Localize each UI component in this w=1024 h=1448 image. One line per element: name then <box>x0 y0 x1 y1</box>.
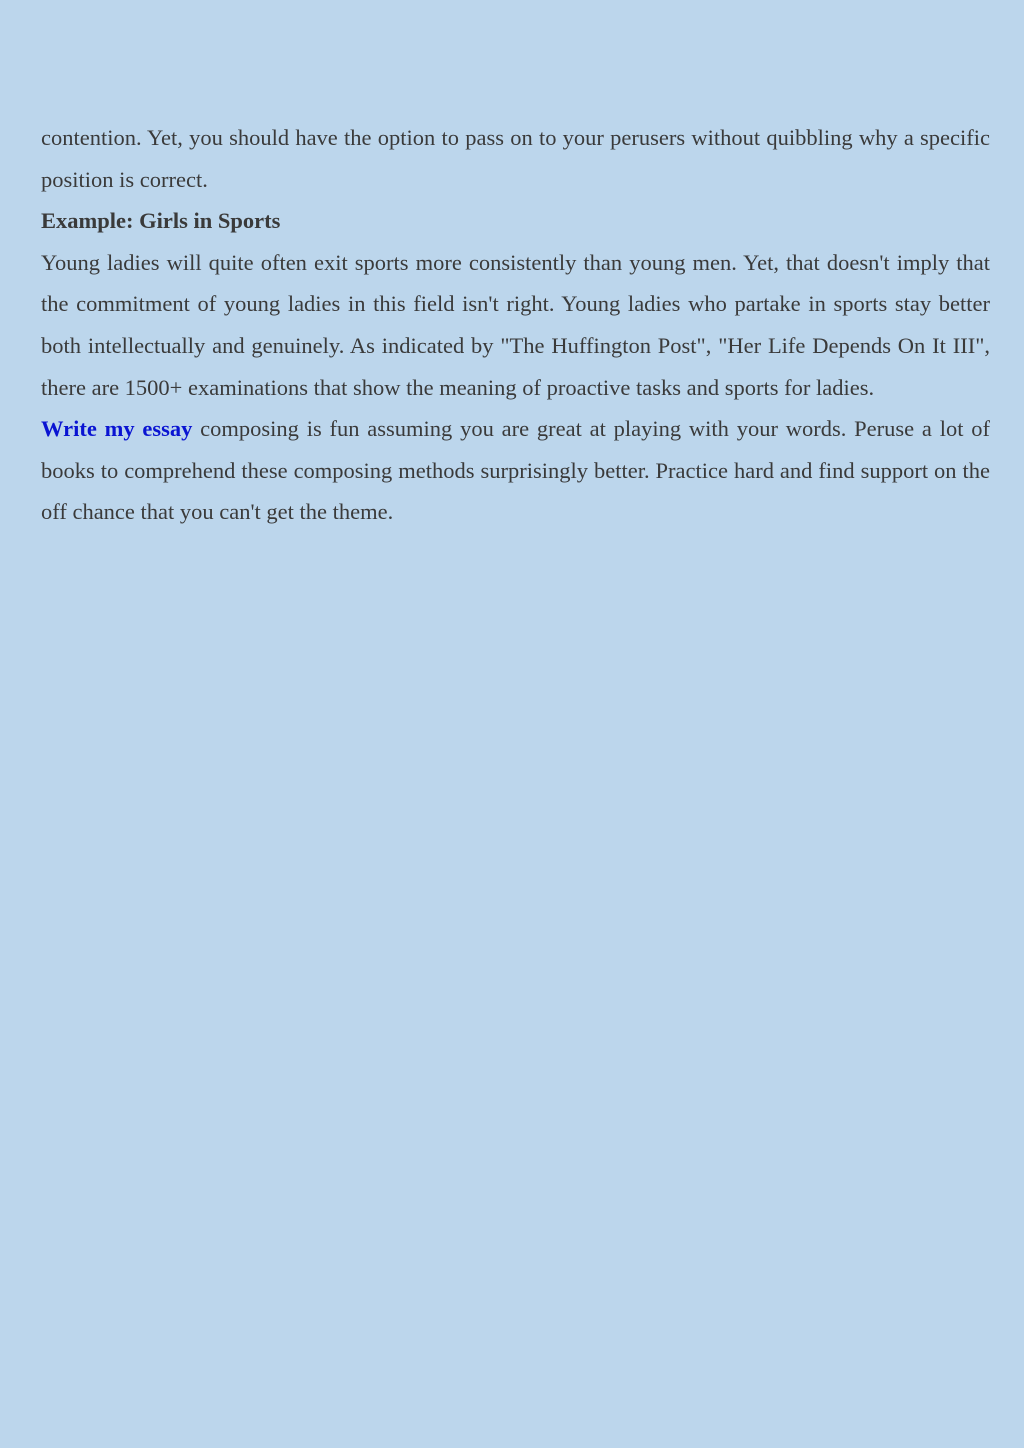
closing-paragraph <box>41 408 990 533</box>
section-heading: Example: Girls in Sports <box>41 208 281 234</box>
closing-paragraph-text: composing is fun assuming you are great at playing with your words. Peruse a lot of books to comprehend these composing methods surprisingly better. Practice hard and find support on the off chance that you can't get the theme. <box>41 416 990 525</box>
body-paragraph: Young ladies will quite often exit sports more consistently than young men. Yet, that doesn't imply that the commitment of young ladies in this field isn't right. Young ladies who partake in sports stay better both intellectually and genuinely. As indicated by "The Huffington Post", "Her Life Depends On It III", there are 1500+ examinations that show the meaning of proactive tasks and sports for ladies. <box>41 249 990 400</box>
write-my-essay-link[interactable]: Write my essay <box>41 416 193 442</box>
intro-paragraph: contention. Yet, you should have the option to pass on to your perusers without quibbling why a specific position is correct. <box>41 125 990 192</box>
